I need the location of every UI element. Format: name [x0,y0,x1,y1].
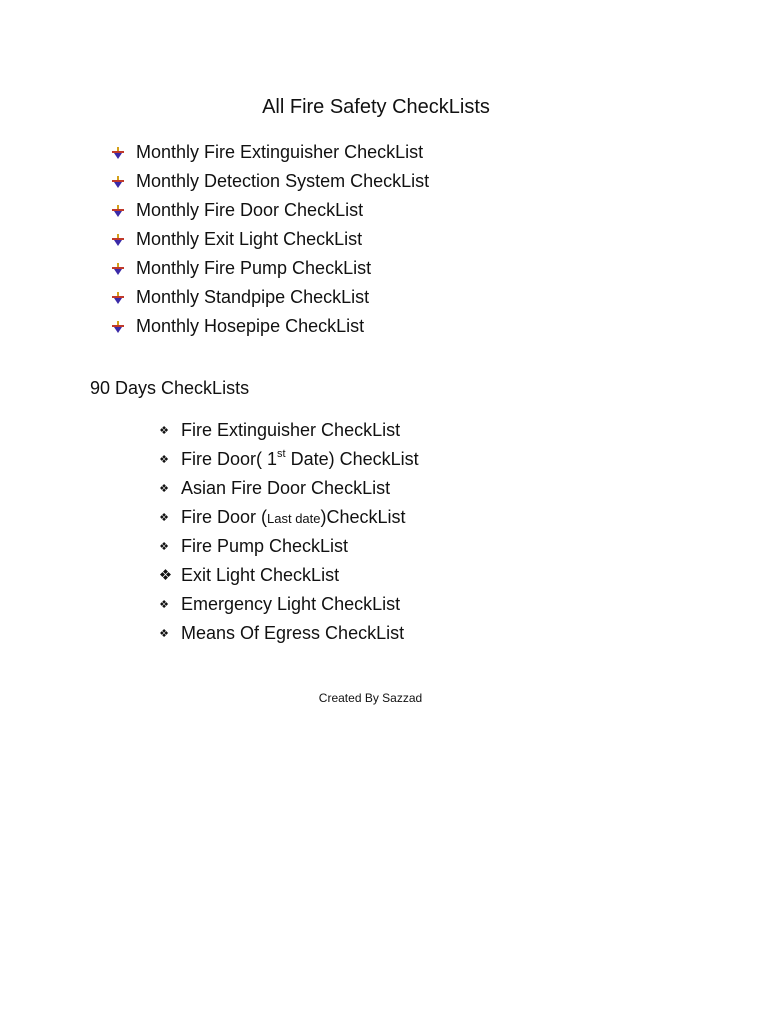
list-item[interactable] [158,445,419,474]
list-item[interactable] [158,619,419,648]
four-diamond-bullet-icon: ❖ [159,453,169,466]
arrow-down-bullet-icon [112,147,124,159]
page-title: All Fire Safety CheckLists [262,96,490,118]
list-item-label: Means Of Egress CheckList [181,623,405,643]
list-item-label: Monthly Exit Light CheckList [136,229,363,249]
list-item[interactable] [112,138,429,167]
arrow-down-bullet-icon [112,176,124,188]
list-item[interactable] [112,312,429,341]
list-item-label: Monthly Fire Pump CheckList [136,258,372,278]
list-item[interactable] [112,225,429,254]
four-diamond-bullet-icon: ❖ [159,511,169,524]
list-item[interactable] [158,532,419,561]
list-item-label: Emergency Light CheckList [181,594,401,614]
list-item[interactable] [112,167,429,196]
list-item-label: Exit Light CheckList [181,565,340,585]
list-item-label: Asian Fire Door CheckList [181,478,391,498]
list-item[interactable] [112,196,429,225]
list-item-label: Fire Pump CheckList [181,536,349,556]
four-diamond-bullet-icon: ❖ [159,540,169,553]
arrow-down-bullet-icon [112,234,124,246]
list-item-label: Fire Extinguisher CheckList [181,420,401,440]
list-item-label: Monthly Hosepipe CheckList [136,316,365,336]
list-item[interactable] [158,561,419,590]
list-item[interactable] [158,590,419,619]
list-item[interactable] [158,416,419,445]
list-item-label: Monthly Detection System CheckList [136,171,430,191]
arrow-down-bullet-icon [112,205,124,217]
list-item-label: Fire Door( 1st Date) CheckList [181,448,419,469]
arrow-down-bullet-icon [112,292,124,304]
list-item-label: Monthly Fire Extinguisher CheckList [136,142,424,162]
four-diamond-bullet-icon: ❖ [159,598,169,611]
list-item[interactable] [158,474,419,503]
arrow-down-bullet-icon [112,321,124,333]
list-item-label: Monthly Fire Door CheckList [136,200,364,220]
list-item-label: Monthly Standpipe CheckList [136,287,370,307]
four-diamond-bullet-icon: ❖ [158,566,173,584]
list-item[interactable] [112,254,429,283]
section-heading-90-days: 90 Days CheckLists [90,378,250,398]
ninety-days-checklist-list [158,416,419,648]
list-item[interactable] [112,283,429,312]
four-diamond-bullet-icon: ❖ [159,482,169,495]
footer-credit: Created By Sazzad [318,691,423,705]
monthly-checklist-list [112,138,429,341]
arrow-down-bullet-icon [112,263,124,275]
list-item-label: Fire Door (Last date)CheckList [181,506,406,527]
list-item[interactable] [158,503,419,532]
four-diamond-bullet-icon: ❖ [159,424,169,437]
four-diamond-bullet-icon: ❖ [159,627,169,640]
